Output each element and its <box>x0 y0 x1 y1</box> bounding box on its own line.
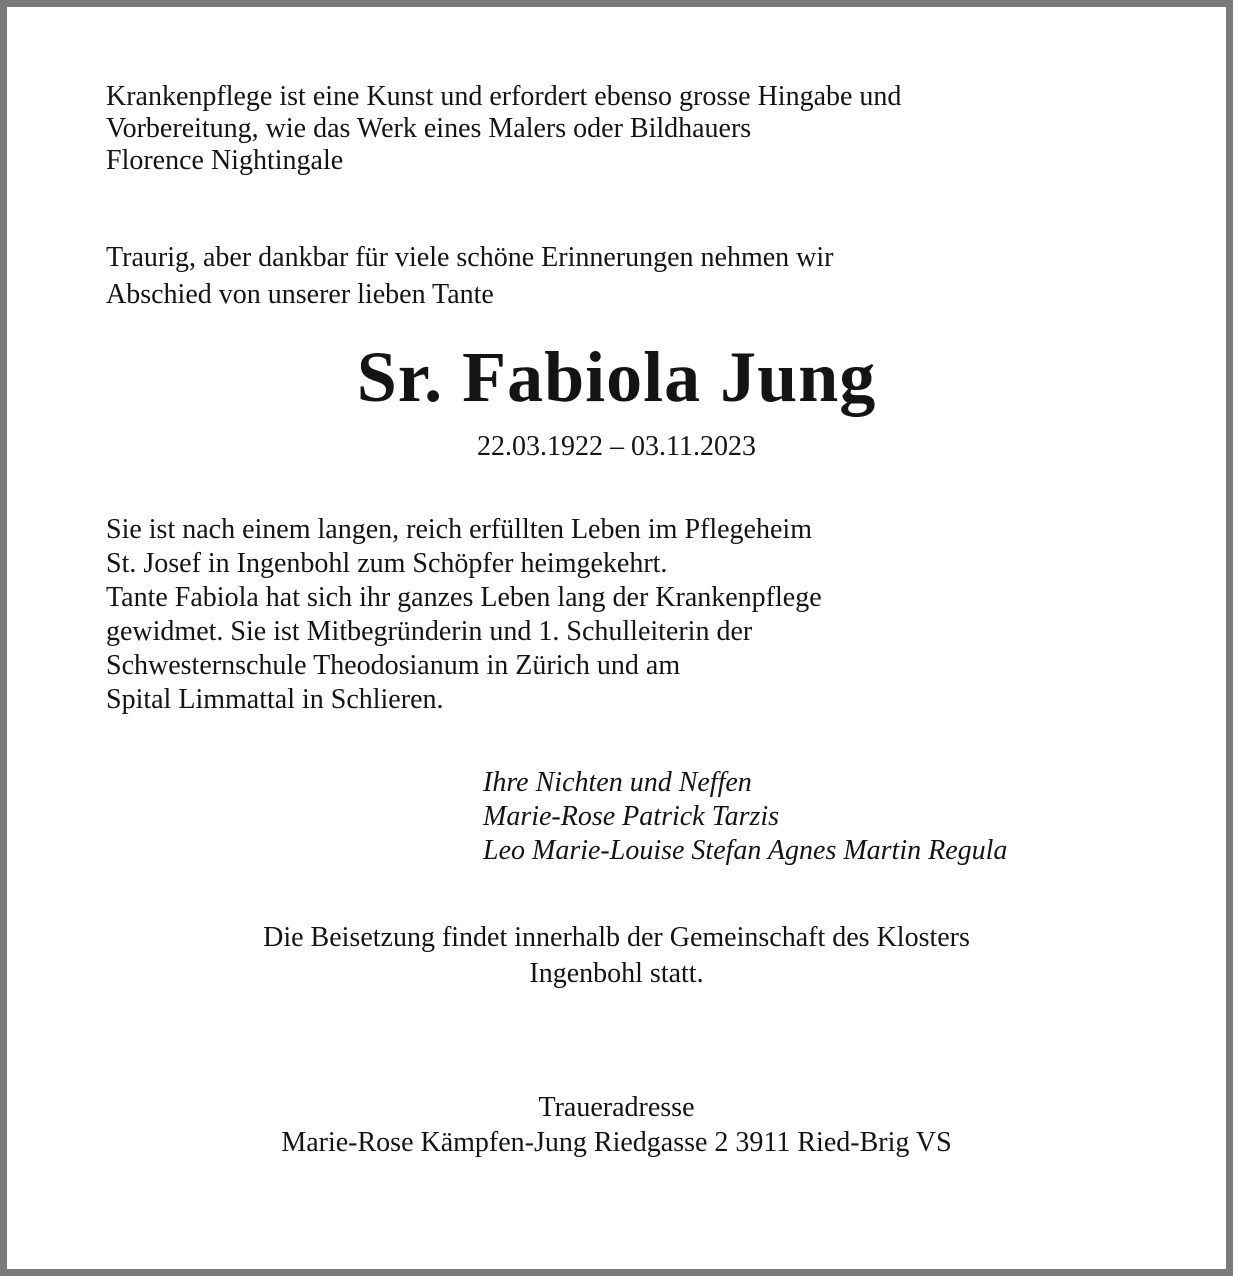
mourners-heading: Ihre Nichten und Neffen <box>483 767 752 798</box>
epigraph-quote <box>106 81 901 177</box>
burial-line: Die Beisetzung findet innerhalb der Gemeinschaft des Klosters <box>263 922 970 953</box>
burial-notice <box>7 920 1226 992</box>
mourning-address <box>7 1090 1226 1160</box>
mourner-names: Marie-Rose Patrick Tarzis <box>483 801 780 832</box>
intro-line: Abschied von unserer lieben Tante <box>106 279 494 310</box>
obituary-line: Sie ist nach einem langen, reich erfüllten Leben im Pflegeheim <box>106 514 812 545</box>
epigraph-author: Florence Nightingale <box>106 145 344 176</box>
mourning-address-label: Traueradresse <box>538 1092 695 1123</box>
obituary-line: gewidmet. Sie ist Mitbegründerin und 1. Schulleiterin der <box>106 616 753 647</box>
mourners-list <box>483 766 1007 868</box>
obituary-line: Tante Fabiola hat sich ihr ganzes Leben lang der Krankenpflege <box>106 582 822 613</box>
intro-line: Traurig, aber dankbar für viele schöne Erinnerungen nehmen wir <box>106 242 834 273</box>
burial-line: Ingenbohl statt. <box>529 958 704 989</box>
deceased-dates: 22.03.1922 – 03.11.2023 <box>477 431 756 462</box>
intro-text <box>106 239 834 313</box>
epigraph-line: Krankenpflege ist eine Kunst und erfordert ebenso grosse Hingabe und <box>106 81 902 112</box>
obituary-line: Spital Limmattal in Schlieren. <box>106 684 444 715</box>
mourner-names: Leo Marie-Louise Stefan Agnes Martin Regula <box>483 835 1008 866</box>
epigraph-line: Vorbereitung, wie das Werk eines Malers oder Bildhauers <box>106 113 752 144</box>
deceased-name: Sr. Fabiola Jung <box>356 337 877 417</box>
obituary-line: Schwesternschule Theodosianum in Zürich und am <box>106 650 681 681</box>
obituary-line: St. Josef in Ingenbohl zum Schöpfer heimgekehrt. <box>106 548 668 579</box>
mourning-address-line: Marie-Rose Kämpfen-Jung Riedgasse 2 3911 Ried-Brig VS <box>281 1127 952 1158</box>
obituary-text <box>106 513 822 717</box>
